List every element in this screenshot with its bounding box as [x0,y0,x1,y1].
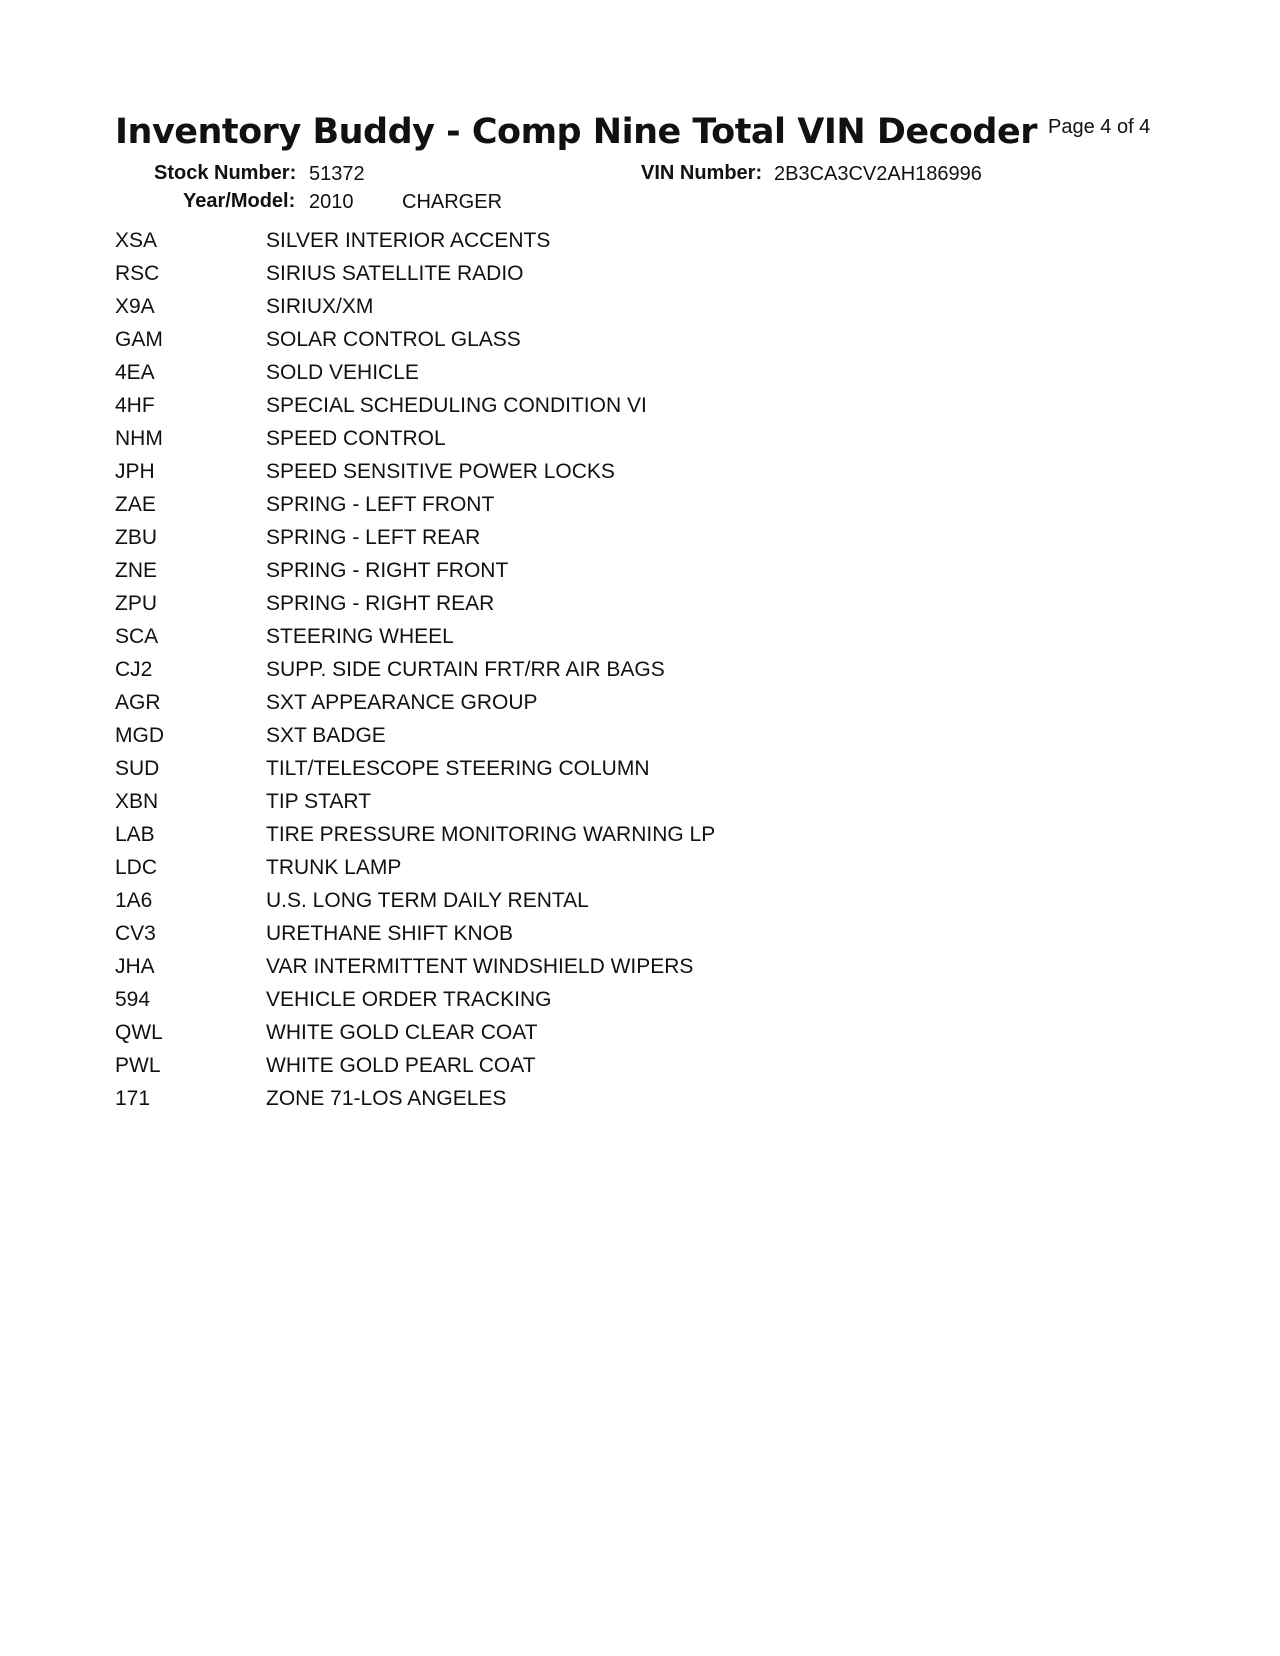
option-description: VAR INTERMITTENT WINDSHIELD WIPERS [266,955,694,978]
option-description: SIRIUS SATELLITE RADIO [266,262,524,285]
option-code: ZPU [115,592,157,615]
option-description: SXT BADGE [266,724,386,747]
option-code: SCA [115,625,159,648]
option-code: 4EA [115,361,155,384]
option-description: SIRIUX/XM [266,295,374,318]
page-title: Inventory Buddy - Comp Nine Total VIN Decoder [115,112,1037,152]
option-code: LAB [115,823,155,846]
option-code: 4HF [115,394,155,417]
option-code: MGD [115,724,164,747]
option-description: TIRE PRESSURE MONITORING WARNING LP [266,823,716,846]
stock-number-value: 51372 [309,163,365,185]
option-description: SOLAR CONTROL GLASS [266,328,521,351]
option-code: SUD [115,757,160,780]
option-code: 1A6 [115,889,153,912]
option-description: SILVER INTERIOR ACCENTS [266,229,551,252]
option-code: X9A [115,295,155,318]
option-description: SPEED CONTROL [266,427,446,450]
option-code: JHA [115,955,155,978]
option-code: 594 [115,988,151,1011]
option-code: QWL [115,1021,163,1044]
option-description: VEHICLE ORDER TRACKING [266,988,552,1011]
option-description: TIP START [266,790,372,813]
option-code: JPH [115,460,155,483]
option-code: XBN [115,790,159,813]
year-model-label: Year/Model: [183,190,296,212]
option-description: SPRING - LEFT REAR [266,526,481,549]
option-code: ZBU [115,526,157,549]
option-description: URETHANE SHIFT KNOB [266,922,513,945]
model-value: CHARGER [402,191,503,213]
option-description: ZONE 71-LOS ANGELES [266,1087,507,1110]
option-description: SPRING - RIGHT REAR [266,592,495,615]
option-description: WHITE GOLD PEARL COAT [266,1054,536,1077]
stock-number-label: Stock Number: [154,162,297,184]
option-description: SXT APPEARANCE GROUP [266,691,538,714]
option-code: PWL [115,1054,161,1077]
option-description: SPRING - LEFT FRONT [266,493,495,516]
option-code: XSA [115,229,158,252]
option-description: SPECIAL SCHEDULING CONDITION VI [266,394,647,417]
page-number: Page 4 of 4 [1048,116,1151,138]
option-description: TRUNK LAMP [266,856,402,879]
option-code: ZAE [115,493,156,516]
option-code: NHM [115,427,163,450]
option-code: RSC [115,262,160,285]
option-code: GAM [115,328,163,351]
option-code: 171 [115,1087,151,1110]
option-description: SUPP. SIDE CURTAIN FRT/RR AIR BAGS [266,658,665,681]
vin-number-value: 2B3CA3CV2AH186996 [774,163,982,185]
option-code: CJ2 [115,658,153,681]
option-description: STEERING WHEEL [266,625,454,648]
option-code: ZNE [115,559,157,582]
year-value: 2010 [309,191,354,213]
option-description: SPEED SENSITIVE POWER LOCKS [266,460,615,483]
option-description: U.S. LONG TERM DAILY RENTAL [266,889,589,912]
option-description: SOLD VEHICLE [266,361,419,384]
option-code: LDC [115,856,158,879]
option-code: AGR [115,691,161,714]
option-description: WHITE GOLD CLEAR COAT [266,1021,538,1044]
option-description: SPRING - RIGHT FRONT [266,559,509,582]
option-code: CV3 [115,922,156,945]
vin-number-label: VIN Number: [641,162,763,184]
option-description: TILT/TELESCOPE STEERING COLUMN [266,757,650,780]
